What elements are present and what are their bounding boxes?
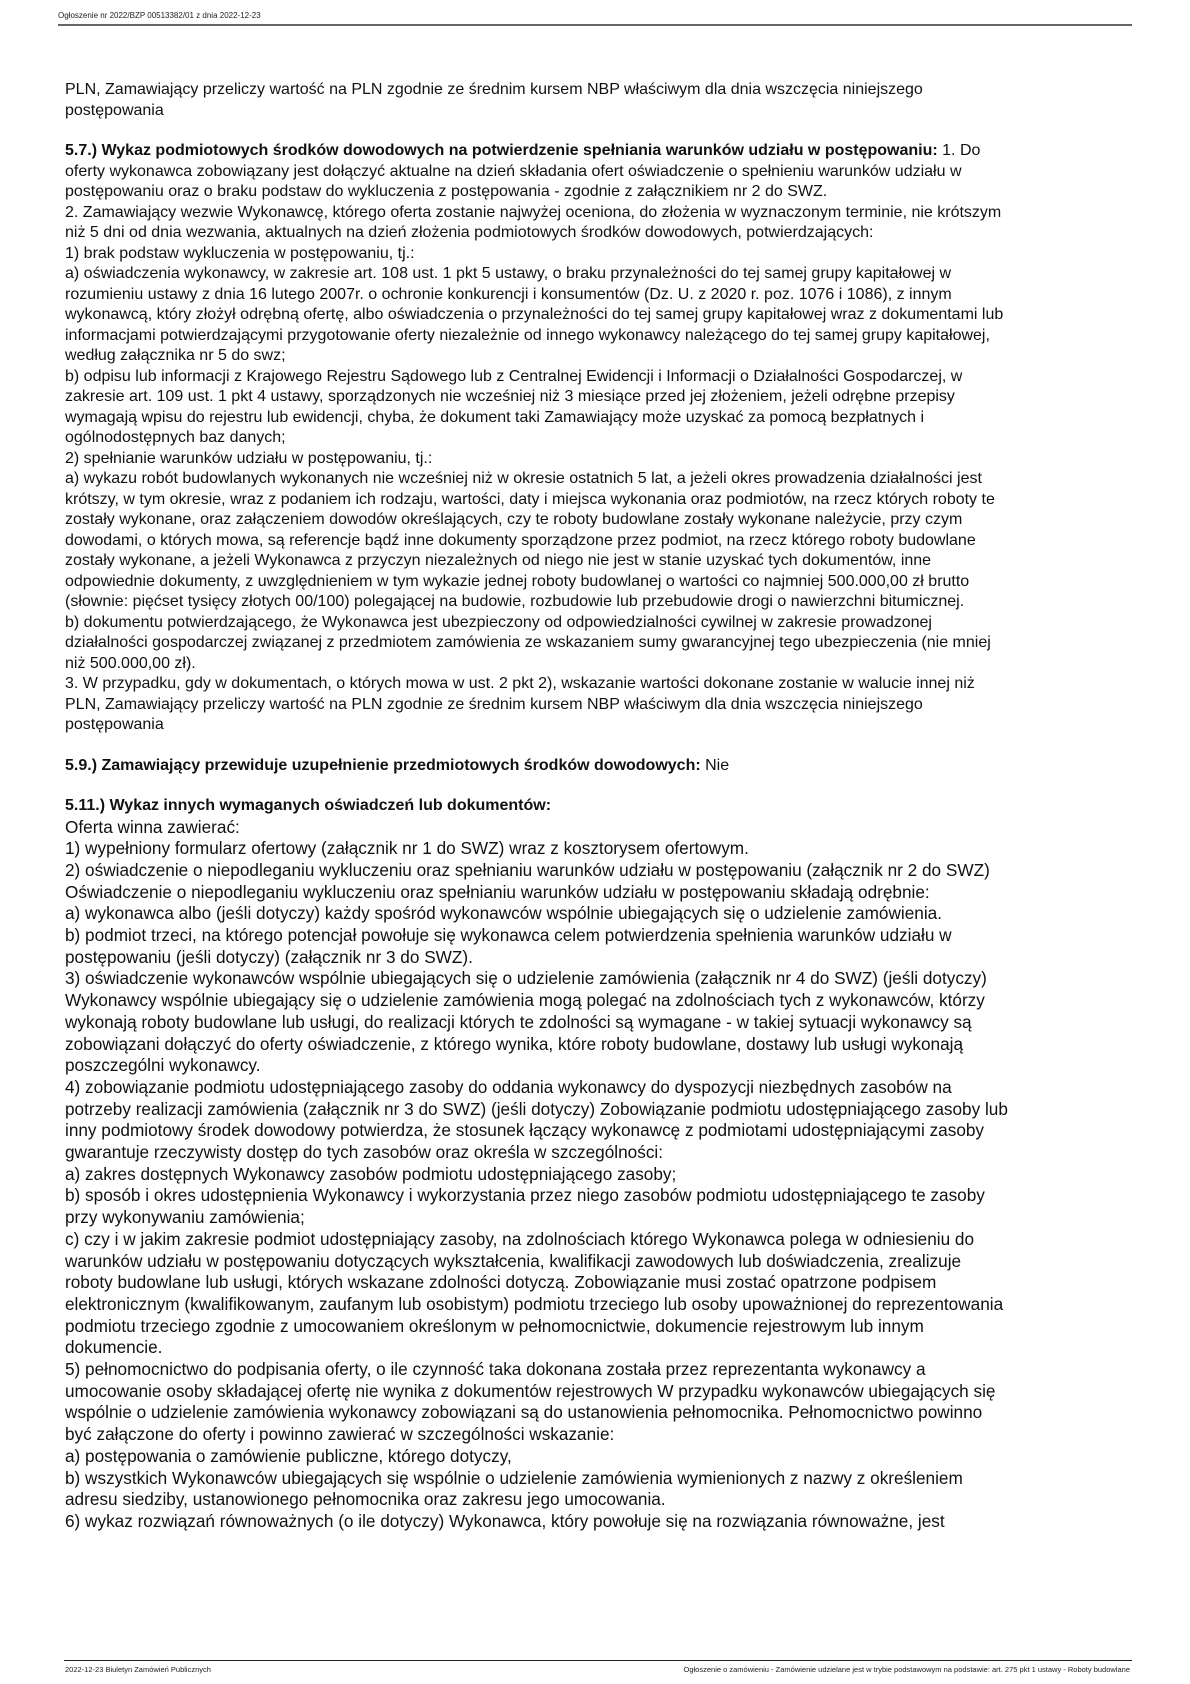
text-line: poszczególni wykonawcy. bbox=[65, 1055, 261, 1076]
intro-line: PLN, Zamawiający przeliczy wartość na PLN zgodnie ze średnim kursem NBP właściwym dla dnia wszczęcia niniejszego bbox=[65, 81, 923, 98]
text-line: zostały wykonane, oraz załączeniem dowodów określających, czy te roboty budowlane zostały wykonane należycie, przy czym bbox=[65, 511, 963, 528]
text-line: postępowaniu oraz o braku podstaw do wykluczenia z postępowania - zgodnie z załącznikiem nr 2 do SWZ. bbox=[65, 183, 828, 200]
text-line: postępowania bbox=[65, 716, 164, 733]
text-line: Oferta winna zawierać: bbox=[65, 816, 240, 837]
page-header-notice: Ogłoszenie nr 2022/BZP 00513382/01 z dnia 2022-12-23 bbox=[58, 11, 261, 20]
text-line: potrzeby realizacji zamówienia (załącznik nr 3 do SWZ) (jeśli dotyczy) Zobowiązanie podmiotu udostępniającego zasoby lub bbox=[65, 1098, 1008, 1119]
text-line: 1) brak podstaw wykluczenia w postępowaniu, tj.: bbox=[65, 244, 415, 262]
section-5-11-title: 5.11.) Wykaz innych wymaganych oświadczeń lub dokumentów: bbox=[65, 797, 552, 814]
text-line: warunków udziału w postępowaniu dotyczących wykształcenia, kwalifikacji zawodowych lub doświadczenia, zrealizuje bbox=[65, 1250, 962, 1271]
text-line: Wykonawcy wspólnie ubiegający się o udzielenie zamówienia mogą polegać na zdolnościach tych z wykonawców, którzy bbox=[65, 990, 985, 1011]
text-line: krótszy, w tym okresie, wraz z podaniem ich rodzaju, wartości, daty i miejsca wykonania oraz podmiotów, na rzecz których roboty te bbox=[65, 490, 995, 508]
footer-divider bbox=[64, 1660, 1132, 1661]
text-line: b) odpisu lub informacji z Krajowego Rejestru Sądowego lub z Centralnej Ewidencji i Informacji o Działalności Gospodarczej, w bbox=[65, 367, 963, 385]
header-divider bbox=[58, 24, 1132, 26]
intro-paragraph bbox=[65, 80, 1145, 121]
text-line: wymagają wpisu do rejestru lub ewidencji, chyba, że dokument taki Zamawiający może uzyskać za pomocą bezpłatnych i bbox=[65, 408, 925, 426]
text-line: 3) oświadczenie wykonawców wspólnie ubiegających się o udzielenie zamówienia (załącznik nr 4 do SWZ) (jeśli dotyczy) bbox=[65, 968, 987, 989]
text-line: c) czy i w jakim zakresie podmiot udostępniający zasoby, na zdolnościach którego Wykonawca polega w odniesieniu do bbox=[65, 1228, 975, 1249]
text-line: b) dokumentu potwierdzającego, że Wykonawca jest ubezpieczony od odpowiedzialności cywilnej w zakresie prowadzonej bbox=[65, 613, 932, 631]
section-5-7 bbox=[65, 141, 1145, 736]
text-line: zakresie art. 109 ust. 1 pkt 4 ustawy, sporządzonych nie wcześniej niż 3 miesiące przed jej złożeniem, jeżeli odrębne przepisy bbox=[65, 388, 955, 405]
text-line: a) wykazu robót budowlanych wykonanych nie wcześniej niż w okresie ostatnich 5 lat, a jeżeli okres prowadzenia działalności jest bbox=[65, 470, 982, 487]
text-line: ogólnodostępnych baz danych; bbox=[65, 429, 286, 446]
text-line: według załącznika nr 5 do swz; bbox=[65, 347, 286, 364]
section-5-11-lines bbox=[65, 817, 1145, 1533]
text-line: a) wykonawca albo (jeśli dotyczy) każdy spośród wykonawców wspólnie ubiegających się o udzielenie zamówienia. bbox=[65, 903, 942, 924]
text-line: wykonają roboty budowlane lub usługi, do realizacji których te zdolności są wymagane - w takiej sytuacji wykonawcy są bbox=[65, 1011, 972, 1032]
text-line: działalności gospodarczej związanej z przedmiotem zamówienia ze wskazaniem sumy gwarancyjnej tego ubezpieczenia (nie mniej bbox=[65, 634, 991, 651]
text-line: PLN, Zamawiający przeliczy wartość na PLN zgodnie ze średnim kursem NBP właściwym dla dnia wszczęcia niniejszego bbox=[65, 695, 923, 713]
section-5-7-title-tail: 1. Do bbox=[937, 142, 981, 159]
text-line: b) sposób i okres udostępnienia Wykonawcy i wykorzystania przez niego zasobów podmiotu udostępniającego te zasoby bbox=[65, 1185, 985, 1206]
text-line: Oświadczenie o niepodleganiu wykluczeniu oraz spełnianiu warunków udziału w postępowaniu składają odrębnie: bbox=[65, 881, 930, 902]
text-line: elektronicznym (kwalifikowanym, zaufanym lub osobistym) podmiotu trzeciego lub osoby upoważnionej do reprezentowania bbox=[65, 1293, 1004, 1314]
text-line: zostały wykonane, a jeżeli Wykonawca z przyczyn niezależnych od niego nie jest w stanie uzyskać tych dokumentów, inne bbox=[65, 552, 932, 569]
text-line: być załączone do oferty i powinno zawierać w szczególności wskazanie: bbox=[65, 1424, 615, 1445]
text-line: wykonawcą, który złożył odrębną ofertę, albo oświadczenia o przynależności do tej samej grupy kapitałowej wraz z dokumentami lub bbox=[65, 306, 1004, 323]
footer-left: 2022-12-23 Biuletyn Zamówień Publicznych bbox=[65, 1665, 211, 1674]
section-5-9-value: Nie bbox=[700, 756, 730, 774]
text-line: wspólnie o udzielenie zamówienia wykonawcy zobowiązani są do ustanowienia pełnomocnika. Pełnomocnictwo powinno bbox=[65, 1402, 983, 1423]
text-line: inny podmiotowy środek dowodowy potwierdza, że stosunek łączący wykonawcę z podmiotami udostępniającymi zasoby bbox=[65, 1120, 985, 1141]
text-line: 6) wykaz rozwiązań równoważnych (o ile dotyczy) Wykonawca, który powołuje się na rozwiązania równoważne, jest bbox=[65, 1511, 945, 1531]
text-line: dowodami, o których mowa, są referencje bądź inne dokumenty sporządzone przez podmiot, na rzecz którego roboty budowlane bbox=[65, 531, 976, 549]
footer-right: Ogłoszenie o zamówieniu - Zamówienie udzielane jest w trybie podstawowym na podstawie: art. 275 pkt 1 ustawy - Roboty budowlane bbox=[683, 1665, 1130, 1674]
text-line: b) podmiot trzeci, na którego potencjał powołuje się wykonawca celem potwierdzenia spełnienia warunków udziału w bbox=[65, 925, 952, 946]
section-5-9 bbox=[65, 756, 1145, 777]
text-line: podmiotu trzeciego zgodnie z umocowaniem określonym w pełnomocnictwie, dokumencie rejestrowym lub innym bbox=[65, 1315, 924, 1336]
text-line: informacjami potwierdzającymi przygotowanie oferty niezależnie od innego wykonawcy należącego do tej samej grupy kapitałowej, bbox=[65, 326, 990, 344]
intro-line: postępowania bbox=[65, 101, 164, 119]
section-5-7-title: 5.7.) Wykaz podmiotowych środków dowodowych na potwierdzenie spełniania warunków udziału w postępowaniu: bbox=[65, 142, 938, 159]
text-line: a) postępowania o zamówienie publiczne, którego dotyczy, bbox=[65, 1445, 512, 1466]
section-5-11 bbox=[65, 796, 1145, 1533]
text-line: niż 5 dni od dnia wezwania, aktualnych na dzień złożenia podmiotowych środków dowodowych, potwierdzających: bbox=[65, 224, 874, 241]
text-line: a) zakres dostępnych Wykonawcy zasobów podmiotu udostępniającego zasoby; bbox=[65, 1163, 677, 1184]
text-line: odpowiednie dokumenty, z uwzględnieniem w tym wykazie jednej roboty budowlanej o wartości co najmniej 500.000,00 zł brutto bbox=[65, 572, 970, 590]
text-line: postępowaniu (jeśli dotyczy) (załącznik nr 3 do SWZ). bbox=[65, 946, 473, 967]
text-line: 1) wypełniony formularz ofertowy (załącznik nr 1 do SWZ) wraz z kosztorysem ofertowym. bbox=[65, 838, 749, 859]
text-line: przy wykonywaniu zamówienia; bbox=[65, 1207, 305, 1228]
text-line: 4) zobowiązanie podmiotu udostępniającego zasoby do oddania wykonawcy do dyspozycji niezbędnych zasobów na bbox=[65, 1076, 952, 1097]
text-line: adresu siedziby, ustanowionego pełnomocnika oraz zakresu jego umocowania. bbox=[65, 1489, 666, 1510]
text-line: gwarantuje rzeczywisty dostęp do tych zasobów oraz określa w szczególności: bbox=[65, 1142, 664, 1163]
text-line: roboty budowlane lub usługi, których wskazane zdolności dotyczą. Zobowiązanie musi zostać opatrzone podpisem bbox=[65, 1272, 937, 1293]
text-line: zobowiązani dołączyć do oferty oświadczenie, z którego wynika, które roboty budowlane, dostawy lub usługi wykonają bbox=[65, 1033, 964, 1054]
text-line: a) oświadczenia wykonawcy, w zakresie art. 108 ust. 1 pkt 5 ustawy, o braku przynależności do tej samej grupy kapitałowej w bbox=[65, 265, 952, 282]
text-line: b) wszystkich Wykonawców ubiegających się wspólnie o udzielenie zamówienia wymienionych z nazwy z określeniem bbox=[65, 1467, 963, 1488]
document-body bbox=[65, 80, 1145, 1533]
text-line: oferty wykonawca zobowiązany jest dołączyć aktualne na dzień składania ofert oświadczenie o spełnieniu warunków udziału w bbox=[65, 162, 962, 180]
section-5-9-title: 5.9.) Zamawiający przewiduje uzupełnienie przedmiotowych środków dowodowych: bbox=[65, 756, 701, 774]
text-line: 2. Zamawiający wezwie Wykonawcę, którego oferta zostanie najwyżej oceniona, do złożenia w wyznaczonym terminie, nie krótszym bbox=[65, 203, 1002, 221]
text-line: umocowanie osoby składającej ofertę nie wynika z dokumentów rejestrowych W przypadku wykonawców ubiegających się bbox=[65, 1380, 996, 1401]
text-line: 2) spełnianie warunków udziału w postępowaniu, tj.: bbox=[65, 449, 433, 467]
text-line: 2) oświadczenie o niepodleganiu wykluczeniu oraz spełnianiu warunków udziału w postępowaniu (załącznik nr 2 do SWZ) bbox=[65, 859, 990, 880]
section-5-7-lines bbox=[65, 162, 1145, 736]
text-line: dokumencie. bbox=[65, 1337, 163, 1358]
text-line: rozumieniu ustawy z dnia 16 lutego 2007r. o ochronie konkurencji i konsumentów (Dz. U. z 2020 r. poz. 1076 i 1086), z innym bbox=[65, 285, 952, 303]
text-line: 3. W przypadku, gdy w dokumentach, o których mowa w ust. 2 pkt 2), wskazanie wartości dokonane zostanie w walucie innej niż bbox=[65, 675, 975, 692]
text-line: (słownie: pięćset tysięcy złotych 00/100) polegającej na budowie, rozbudowie lub przebudowie drogi o nawierzchni bitumicznej. bbox=[65, 593, 965, 610]
text-line: 5) pełnomocnictwo do podpisania oferty, o ile czynność taka dokonana została przez reprezentanta wykonawcy a bbox=[65, 1359, 926, 1380]
text-line: niż 500.000,00 zł). bbox=[65, 654, 196, 672]
